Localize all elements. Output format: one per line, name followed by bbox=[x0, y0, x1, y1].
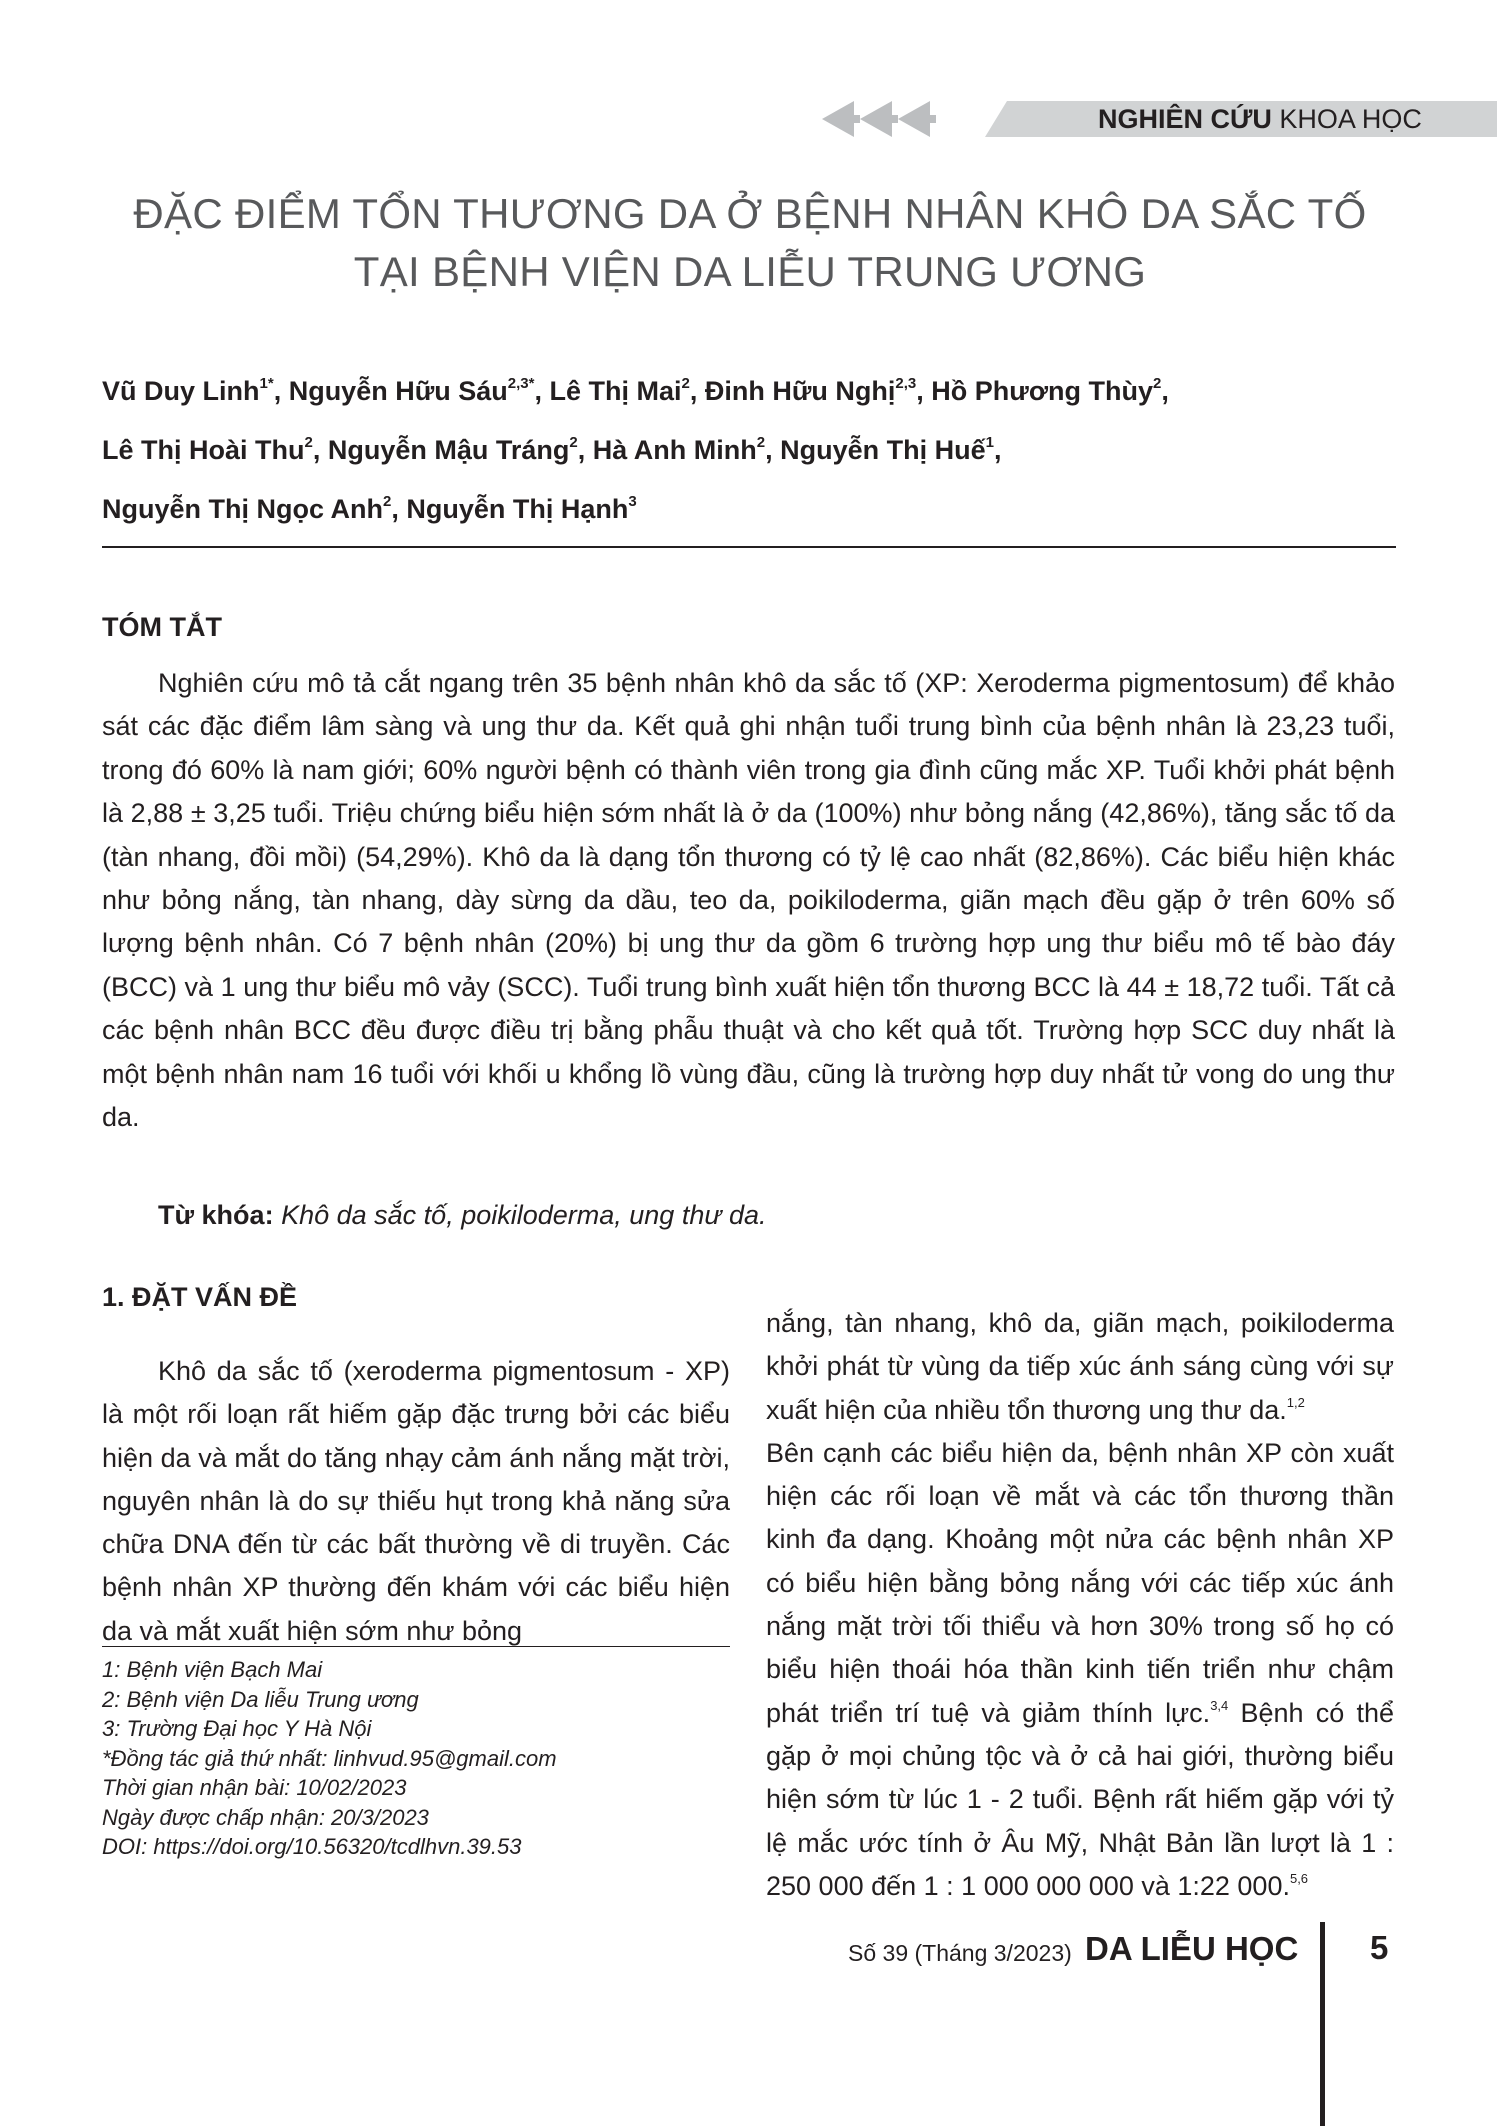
footnote-doi: DOI: https://doi.org/10.56320/tcdlhvn.39.53 bbox=[102, 1834, 522, 1859]
author-separator: , bbox=[534, 376, 550, 406]
section-1-heading: 1. ĐẶT VẤN ĐỀ bbox=[102, 1282, 298, 1312]
author-separator: , bbox=[312, 435, 328, 465]
arrow-left-icon bbox=[822, 101, 854, 137]
author-name: Nguyễn Thị Hạnh bbox=[406, 494, 629, 524]
author-affiliation-mark: 2 bbox=[382, 493, 392, 510]
author-name: Nguyễn Hữu Sáu bbox=[288, 376, 508, 406]
author-separator: , bbox=[993, 435, 1002, 465]
footer-bar bbox=[1320, 1922, 1325, 2126]
author-affiliation-mark: 2,3* bbox=[507, 375, 535, 392]
issue-info: Số 39 (Tháng 3/2023) bbox=[848, 1940, 1072, 1966]
author-affiliation-mark: 1 bbox=[985, 434, 994, 451]
author-name: Nguyễn Mậu Tráng bbox=[327, 435, 570, 465]
citation-ref: 1,2 bbox=[1286, 1394, 1305, 1410]
citation-ref: 3,4 bbox=[1210, 1697, 1229, 1713]
footnote-received: Thời gian nhận bài: 10/02/2023 bbox=[102, 1775, 407, 1800]
footnote-accepted: Ngày được chấp nhận: 20/3/2023 bbox=[102, 1804, 429, 1830]
right-paragraph-1 bbox=[766, 1302, 1394, 1432]
right-paragraph-1-text: nắng, tàn nhang, khô da, giãn mạch, poikiloderma khởi phát từ vùng da tiếp xúc ánh sáng cùng với sự xuất hiện của nhiều tổn thương ung thư da. bbox=[766, 1308, 1394, 1425]
author-name: Lê Thị Mai bbox=[549, 376, 682, 406]
author-name: Lê Thị Hoài Thu bbox=[102, 435, 305, 465]
author-name: Nguyễn Thị Ngọc Anh bbox=[102, 494, 383, 524]
section-label bbox=[1098, 103, 1422, 135]
article-title-line-2: TẠI BỆNH VIỆN DA LIỄU TRUNG ƯƠNG bbox=[353, 248, 1147, 295]
journal-name: DA LIỄU HỌC bbox=[1085, 1930, 1299, 1967]
author-separator: , bbox=[577, 435, 593, 465]
keywords-label: Từ khóa: bbox=[158, 1200, 274, 1230]
footnote-affiliation-1: 1: Bệnh viện Bạch Mai bbox=[102, 1657, 323, 1682]
footnote-affiliation-2: 2: Bệnh viện Da liễu Trung ương bbox=[102, 1686, 419, 1712]
arrow-left-icon bbox=[860, 101, 892, 137]
section-label-rest: KHOA HỌC bbox=[1271, 104, 1422, 134]
article-title-line-1: ĐẶC ĐIỂM TỔN THƯƠNG DA Ở BỆNH NHÂN KHÔ DA SẮC TỐ bbox=[133, 190, 1367, 237]
page-number: 5 bbox=[1370, 1929, 1389, 1966]
author-separator: , bbox=[689, 376, 705, 406]
citation-ref: 5,6 bbox=[1289, 1870, 1309, 1886]
author-separator: , bbox=[916, 376, 932, 406]
author-affiliation-mark: 1* bbox=[259, 375, 274, 392]
author-name: Hồ Phương Thùy bbox=[931, 376, 1154, 406]
author-separator: , bbox=[391, 494, 407, 524]
author-divider bbox=[102, 546, 1396, 548]
author-separator: , bbox=[765, 435, 781, 465]
right-paragraph-2 bbox=[766, 1432, 1394, 1908]
author-affiliation-mark: 2 bbox=[569, 434, 578, 451]
arrow-left-icon bbox=[898, 101, 930, 137]
author-affiliation-mark: 2,3 bbox=[895, 375, 917, 392]
author-affiliation-mark: 2 bbox=[756, 434, 766, 451]
keywords-text: Khô da sắc tố, poikiloderma, ung thư da. bbox=[281, 1200, 767, 1230]
author-name: Nguyễn Thị Huế bbox=[780, 435, 986, 465]
left-column bbox=[102, 1350, 730, 1653]
footnote-divider bbox=[102, 1646, 730, 1647]
authors-line-3 bbox=[102, 480, 1402, 539]
keywords bbox=[158, 1200, 767, 1231]
header-arrows bbox=[822, 101, 930, 137]
author-affiliation-mark: 2 bbox=[1153, 375, 1162, 392]
author-affiliation-mark: 3 bbox=[628, 493, 637, 510]
authors-line-1 bbox=[102, 362, 1402, 421]
footnote-corresponding: *Đồng tác giả thứ nhất: linhvud.95@gmail.com bbox=[102, 1745, 557, 1771]
author-affiliation-mark: 2 bbox=[304, 434, 313, 451]
left-paragraph: Khô da sắc tố (xeroderma pigmentosum - XP) là một rối loạn rất hiếm gặp đặc trưng bởi các biểu hiện da và mắt do tăng nhạy cảm ánh nắng mặt trời, nguyên nhân là do sự thiếu hụt trong khả năng sửa chữa DNA đến từ các bất thường về di truyền. Các bệnh nhân XP thường đến khám với các biểu hiện da và mắt xuất hiện sớm như bỏng bbox=[102, 1356, 730, 1646]
footnotes bbox=[102, 1655, 557, 1862]
author-name: Đinh Hữu Nghị bbox=[704, 376, 896, 406]
author-affiliation-mark: 2 bbox=[681, 375, 690, 392]
author-name: Hà Anh Minh bbox=[592, 435, 757, 465]
right-paragraph-2-text: Bên cạnh các biểu hiện da, bệnh nhân XP còn xuất hiện các rối loạn về mắt và các tổn thương thần kinh đa dạng. Khoảng một nửa các bệnh nhân XP có biểu hiện bằng bỏng nắng với các tiếp xúc ánh nắng mặt trời tối thiểu và hơn 30% trong số họ có biểu hiện thoái hóa thần kinh tiến triển như chậm phát triển trí tuệ và giảm thính lực. bbox=[766, 1437, 1394, 1728]
author-separator: , bbox=[1161, 376, 1169, 406]
right-paragraph-2-cont: Bệnh có thể gặp ở mọi chủng tộc và ở cả hai giới, thường biểu hiện sớm từ lúc 1 - 2 tuổi. Bệnh rất hiếm gặp với tỷ lệ mắc ước tính ở Âu Mỹ, Nhật Bản lần lượt là 1 : 250 000 đến 1 : 1 000 000 000 và 1:22 000. bbox=[766, 1697, 1394, 1901]
abstract-text: Nghiên cứu mô tả cắt ngang trên 35 bệnh nhân khô da sắc tố (XP: Xeroderma pigmentosum) để khảo sát các đặc điểm lâm sàng và ung thư da. Kết quả ghi nhận tuổi trung bình của bệnh nhân là 23,23 tuổi, trong đó 60% là nam giới; 60% người bệnh có thành viên trong gia đình cũng mắc XP. Tuổi khởi phát bệnh là 2,88 ± 3,25 tuổi. Triệu chứng biểu hiện sớm nhất là ở da (100%) như bỏng nắng (42,86%), tăng sắc tố da (tàn nhang, đồi mồi) (54,29%). Khô da là dạng tổn thương có tỷ lệ cao nhất (82,86%). Các biểu hiện khác như bỏng nắng, tàn nhang, dày sừng da dầu, teo da, poikiloderma, giãn mạch đều gặp ở trên 60% số lượng bệnh nhân. Có 7 bệnh nhân (20%) bị ung thư da gồm 6 trường hợp ung thư biểu mô tế bào đáy (BCC) và 1 ung thư biểu mô vảy (SCC). Tuổi trung bình xuất hiện tổn thương BCC là 44 ± 18,72 tuổi. Tất cả các bệnh nhân BCC đều được điều trị bằng phẫu thuật và cho kết quả tốt. Trường hợp SCC duy nhất là một bệnh nhân nam 16 tuổi với khối u khổng lồ vùng đầu, cũng là trường hợp duy nhất tử vong do ung thư da. bbox=[102, 668, 1395, 1133]
abstract-body bbox=[102, 662, 1395, 1139]
author-name: Vũ Duy Linh bbox=[102, 376, 260, 406]
abstract-heading: TÓM TẮT bbox=[102, 612, 222, 642]
authors-line-2 bbox=[102, 421, 1402, 480]
footnote-affiliation-3: 3: Trường Đại học Y Hà Nội bbox=[102, 1716, 372, 1741]
section-label-bold: NGHIÊN CỨU bbox=[1098, 104, 1272, 134]
author-separator: , bbox=[273, 376, 289, 406]
right-column bbox=[766, 1302, 1394, 1908]
